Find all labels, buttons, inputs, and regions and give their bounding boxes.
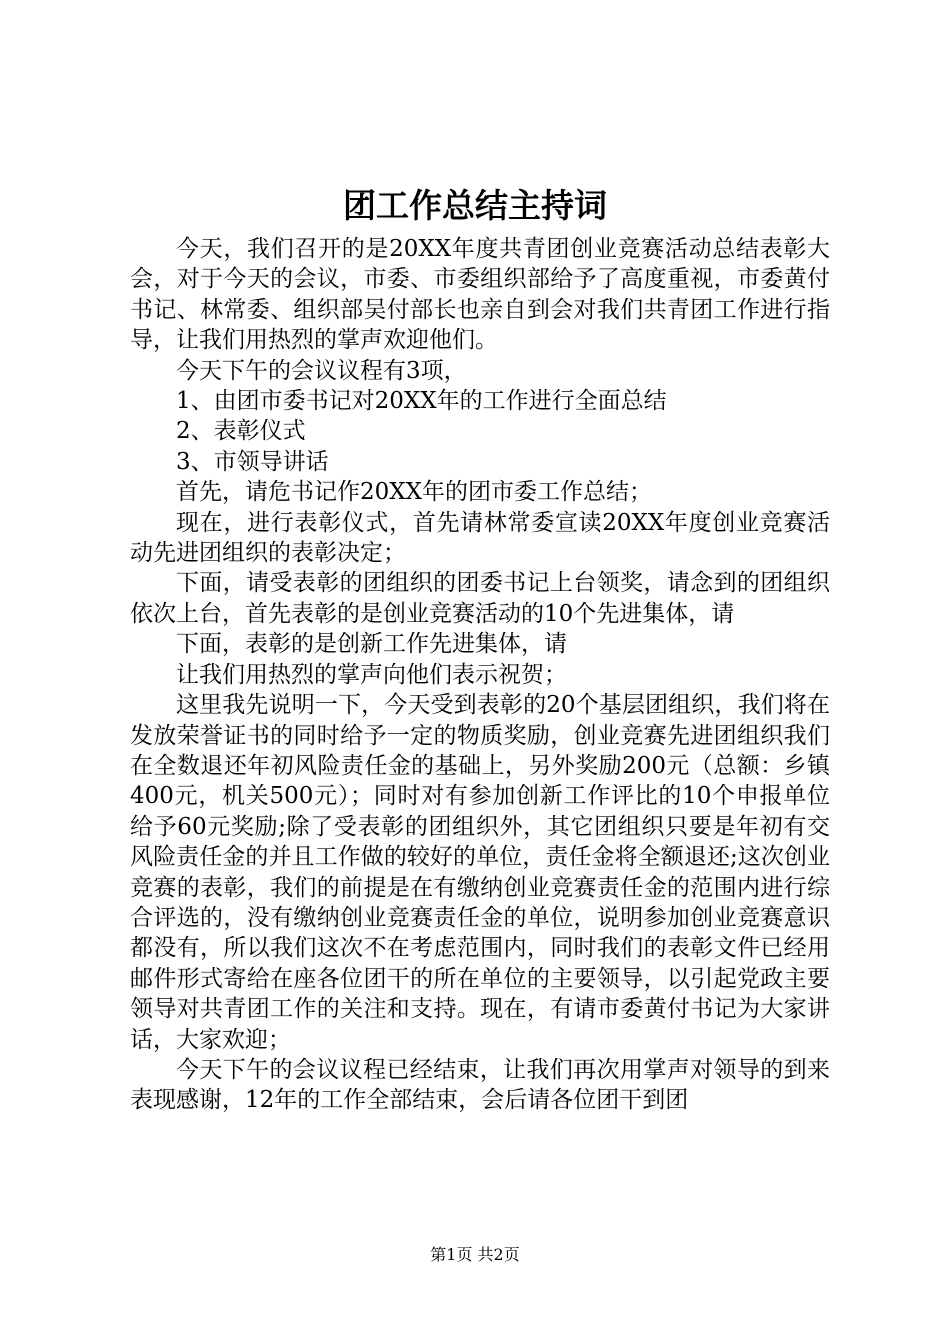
- paragraph: 下面，表彰的是创新工作先进集体，请: [176, 631, 567, 658]
- paragraph: 首先，请危书记作20XX年的团市委工作总结；: [176, 479, 653, 506]
- document-body: [130, 234, 830, 1116]
- paragraph: 今天下午的会议议程有3项，: [176, 357, 467, 384]
- paragraph: 1、由团市委书记对20XX年的工作进行全面总结: [176, 388, 667, 415]
- paragraph: 这里我先说明一下，今天受到表彰的20个基层团组织，我们将在发放荣誉证书的同时给予一定的物质奖励，创业竞赛先进团组织我们在全数退还年初风险责任金的基础上，另外奖励200元（总额：乡镇400元，机关500元）；同时对有参加创新工作评比的10个申报单位给予60元奖励;除了受表彰的团组织外，其它团组织只要是年初有交风险责任金的并且工作做的较好的单位，责任金将全额退还;这次创业竞赛的表彰，我们的前提是在有缴纳创业竞赛责任金的范围内进行综合评选的，没有缴纳创业竞赛责任金的单位，说明参加创业竞赛意识都没有，所以我们这次不在考虑范围内，同时我们的表彰文件已经用邮件形式寄给在座各位团干的所在单位的主要领导，以引起党政主要领导对共青团工作的关注和支持。现在，有请市委黄付书记为大家讲话，大家欢迎；: [130, 692, 830, 1053]
- paragraph: 今天下午的会议议程已经结束，让我们再次用掌声对领导的到来表现感谢，12年的工作全部结束，会后请各位团干到团: [130, 1056, 830, 1114]
- page-footer: 第1页 共2页: [430, 1245, 520, 1264]
- paragraph: 让我们用热烈的掌声向他们表示祝贺；: [176, 661, 567, 688]
- document-title: 团工作总结主持词: [343, 186, 607, 225]
- paragraph: 下面，请受表彰的团组织的团委书记上台领奖，请念到的团组织依次上台，首先表彰的是创业竞赛活动的10个先进集体，请: [130, 570, 830, 627]
- paragraph: 2、表彰仪式: [176, 418, 306, 445]
- paragraph: 3、市领导讲话: [176, 448, 329, 475]
- paragraph: 今天，我们召开的是20XX年度共青团创业竞赛活动总结表彰大会，对于今天的会议，市委、市委组织部给予了高度重视，市委黄付书记、林常委、组织部吴付部长也亲自到会对我们共青团工作进行指导，让我们用热烈的掌声欢迎他们。: [130, 236, 830, 354]
- paragraph: 现在，进行表彰仪式，首先请林常委宣读20XX年度创业竞赛活动先进团组织的表彰决定；: [130, 509, 830, 567]
